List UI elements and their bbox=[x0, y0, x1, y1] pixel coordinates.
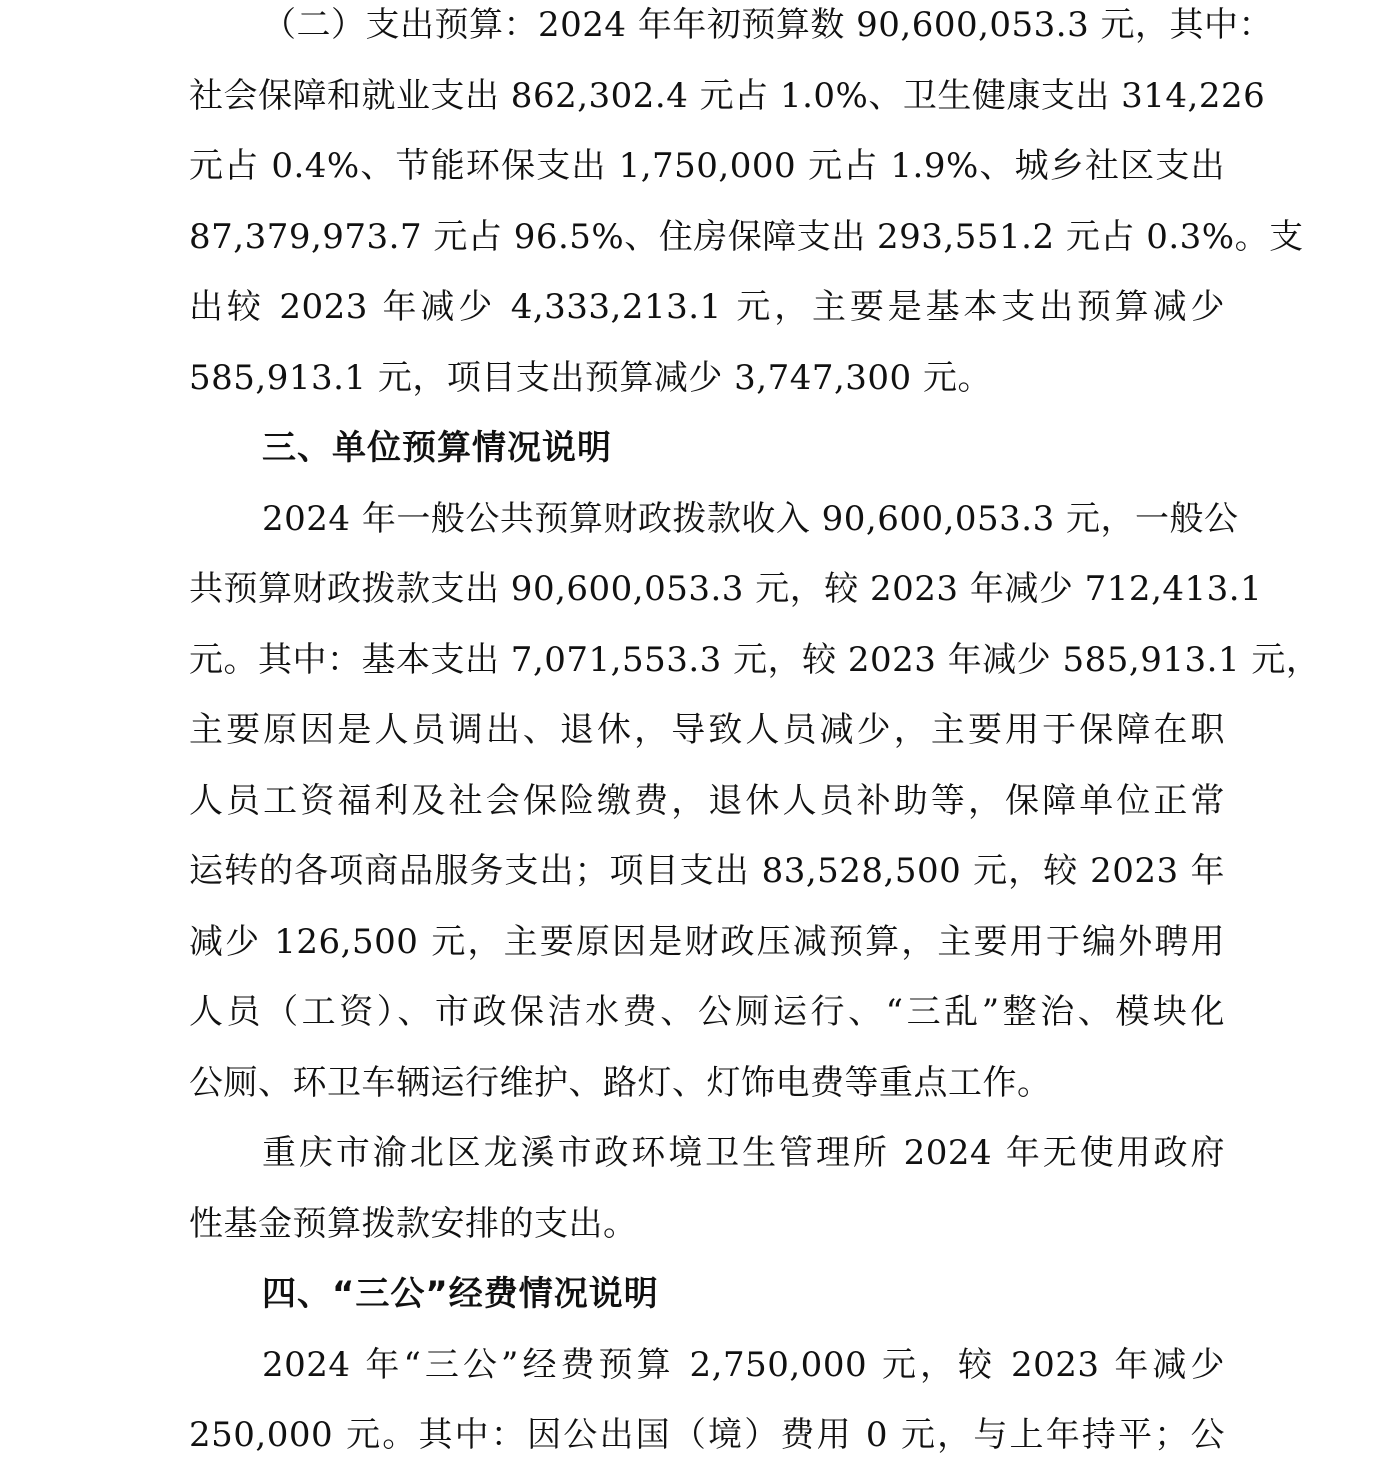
paragraph-line: 减少 126,500 元，主要原因是财政压减预算，主要用于编外聘用 bbox=[189, 922, 1225, 962]
paragraph-line: 重庆市渝北区龙溪市政环境卫生管理所 2024 年无使用政府 bbox=[262, 1133, 1225, 1173]
paragraph-line: 250,000 元。其中：因公出国（境）费用 0 元，与上年持平；公 bbox=[189, 1415, 1225, 1455]
paragraph-line: 性基金预算拨款安排的支出。 bbox=[189, 1204, 638, 1244]
paragraph-line: 运转的各项商品服务支出；项目支出 83,528,500 元，较 2023 年 bbox=[189, 851, 1225, 891]
paragraph-line: 主要原因是人员调出、退休，导致人员减少，主要用于保障在职 bbox=[189, 710, 1225, 750]
section-heading: 三、单位预算情况说明 bbox=[262, 428, 612, 468]
paragraph-line: 共预算财政拨款支出 90,600,053.3 元，较 2023 年减少 712,413.1 bbox=[189, 569, 1263, 609]
paragraph-line: 人员（工资）、市政保洁水费、公厕运行、“三乱”整治、模块化 bbox=[189, 992, 1225, 1032]
paragraph-line: （二）支出预算：2024 年年初预算数 90,600,053.3 元，其中： bbox=[262, 5, 1274, 45]
paragraph-line: 元占 0.4%、节能环保支出 1,750,000 元占 1.9%、城乡社区支出 bbox=[189, 146, 1225, 186]
paragraph-line: 585,913.1 元，项目支出预算减少 3,747,300 元。 bbox=[189, 358, 992, 398]
section-heading: 四、“三公”经费情况说明 bbox=[262, 1274, 659, 1314]
paragraph-line: 人员工资福利及社会保险缴费，退休人员补助等，保障单位正常 bbox=[189, 781, 1225, 821]
paragraph-line: 2024 年一般公共预算财政拨款收入 90,600,053.3 元，一般公 bbox=[262, 499, 1239, 539]
paragraph-line: 出较 2023 年减少 4,333,213.1 元，主要是基本支出预算减少 bbox=[189, 287, 1225, 327]
paragraph-line: 公厕、环卫车辆运行维护、路灯、灯饰电费等重点工作。 bbox=[189, 1063, 1052, 1103]
paragraph-line: 2024 年“三公”经费预算 2,750,000 元，较 2023 年减少 bbox=[262, 1345, 1225, 1385]
paragraph-line: 社会保障和就业支出 862,302.4 元占 1.0%、卫生健康支出 314,226 bbox=[189, 76, 1266, 116]
paragraph-line: 87,379,973.7 元占 96.5%、住房保障支出 293,551.2 元占 0.3%。支 bbox=[189, 217, 1304, 257]
paragraph-line: 元。其中：基本支出 7,071,553.3 元，较 2023 年减少 585,913.1 元， bbox=[189, 640, 1321, 680]
